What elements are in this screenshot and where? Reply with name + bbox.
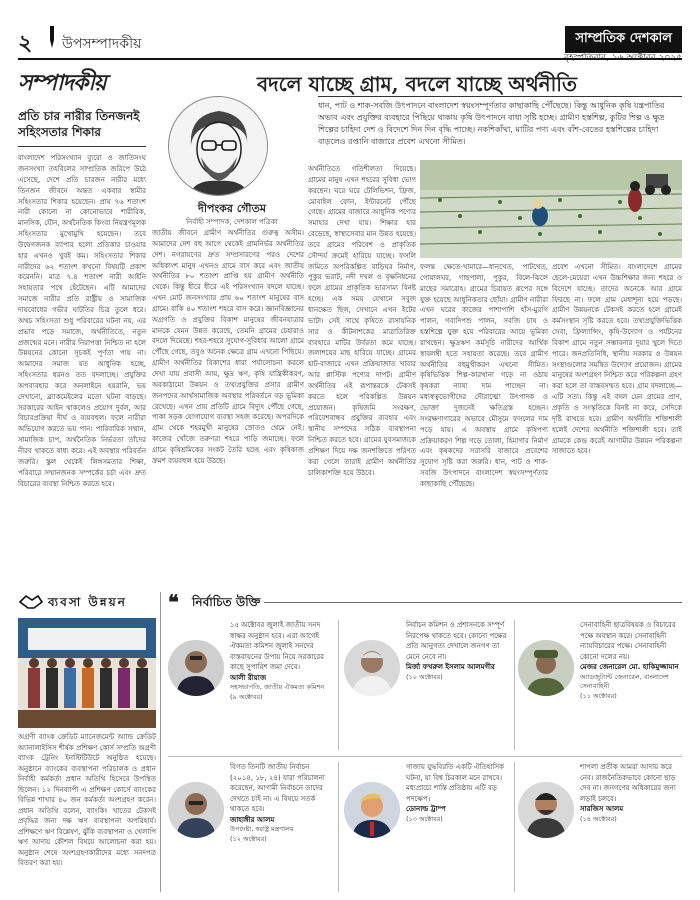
handshake-icon [18, 592, 44, 610]
quote-item [168, 620, 334, 750]
quote-divider [514, 620, 515, 750]
business-event-photo [18, 618, 156, 728]
editorial-logo: সম্পাদকীয় [18, 70, 106, 96]
quote-text: গাজায় যুদ্ধবিরতি একটি ঐতিহাসিক ঘটনা, যা বিশ্ব চিরকাল মনে রাখবে। মধ্যপ্রাচ্যে শান্তি প্রতিষ্ঠায় এটি বড় পদক্ষেপ। [406, 763, 505, 803]
quote-date: (১৩ অক্টোবর) [406, 814, 443, 823]
section-divider [160, 592, 161, 892]
quote-speaker: আলী রীয়াজ [230, 673, 267, 682]
quote-text: বিগত তিনটি জাতীয় নির্বাচন (২০১৪, ১৮, ২৪) যারা পরিচালনা করেছেন, আগামী নির্বাচনে তাদের দেখতে চাই না। এ বিষয়ে সতর্ক থাকতে হবে। [230, 763, 325, 813]
pen-icon [48, 26, 56, 48]
quote-speaker: মেজর জেনারেল মো. হাকিমুজ্জামান [580, 663, 679, 671]
speaker-avatar [344, 782, 400, 838]
quote-divider [338, 762, 339, 892]
speaker-avatar [168, 640, 224, 696]
author-portrait [168, 96, 268, 196]
editorial-rule [18, 146, 146, 147]
masthead [18, 20, 682, 72]
rice-field-photo [420, 160, 682, 258]
masthead-rule [18, 58, 682, 60]
quote-divider [338, 620, 339, 750]
quote-speaker: সারজিস আলম [580, 805, 624, 813]
quote-item [518, 762, 684, 892]
quote-speaker-title: উপদেষ্টা, স্বরাষ্ট্র মন্ত্রণালয় [230, 825, 294, 833]
editorial-headline: প্রতি চার নারীর তিনজনই সহিংসতার শিকার [18, 109, 140, 139]
quote-date: (১০ অক্টোবর) [406, 672, 443, 681]
quote-mark-icon: ❝ [168, 590, 179, 614]
quote-text: শাপলা প্রতীক আমরা আদায় করে নেব। রাজনৈতিকভাবে কোনো ছাড় দেব না। জনগণের অধিকারের জন্য লড়াই চলবে। [580, 763, 676, 803]
quote-text: নির্বাচন কমিশন ও প্রশাসনকে সম্পূর্ণ নিরপেক্ষ থাকতে হবে। কোনো পক্ষের প্রতি আনুগত্য দেখালে জনগণ তা মেনে নেবে না। [406, 621, 507, 661]
business-body: অগ্রণী ব্যাংক ক্রেডিট ম্যানেজমেন্ট অ্যান্ড ক্রেডিট অ্যানালাইসিস শীর্ষক প্রশিক্ষণ কোর্স সম্প্রতি অগ্রণী ব্যাংক ট্রেনিং ইনস্টিটিউটে অনুষ্ঠিত হয়েছে। অনুষ্ঠানে ব্যাংকের ব্যবস্থাপনা পরিচালক ও প্রধান নির্বাহী কর্মকর্তা প্রধান অতিথি হিসেবে উপস্থিত ছিলেন। ১২ দিনব্যাপী এ প্রশিক্ষণ কোর্সে ব্যাংকের বিভিন্ন শাখার ৪০ জন কর্মকর্তা অংশগ্রহণ করেন। প্রধান অতিথি বলেন, ব্যাংকিং খাতের টেকসই প্রবৃদ্ধির জন্য দক্ষ ঋণ ব্যবস্থাপনা অপরিহার্য। প্রশিক্ষণে ঋণ বিশ্লেষণ, ঝুঁকি ব্যবস্থাপনা ও খেলাপি ঋণ আদায় কৌশল বিষয়ে আলোচনা করা হয়। অনুষ্ঠান শেষে অংশগ্রহণকারীদের মধ্যে সনদপত্র বিতরণ করা হয়। [18, 733, 156, 867]
quote-item [344, 762, 510, 892]
author-name: দীপংকর গৌতম [198, 202, 266, 215]
article-deck: ধান, পাট ও শাক-সবজি উৎপাদনে বাংলাদেশ স্বয়ংসম্পূর্ণতার কাছাকাছি পৌঁছেছে। কিন্তু আধুনিক কৃষি যন্ত্রপাতির অভাব এবং প্রযুক্তির ব্যবহারে পিছিয়ে থাকায় কৃষি উৎপাদনে বাধা সৃষ্টি হচ্ছে। গ্রামীণ হস্তশিল্প, কুটির শিল্প ও ক্ষুদ্র শিল্পের চাহিদা দেশ ও বিদেশে দিন দিন বৃদ্ধি পাচ্ছে। নকশিকাঁথা, মাটির পণ্য এবং বাঁশ-বেতের হস্তশিল্পের চাহিদা বাড়লেও রপ্তানি বাজারে প্রবেশ এখনো সীমিত। [318, 101, 665, 146]
quote-speaker: মির্জা ফখরুল ইসলাম আলমগীর [406, 663, 495, 671]
editorial-body: বাংলাদেশ পরিসংখ্যান ব্যুরো ও জাতিসংঘ জনসংখ্যা তহবিলের সাম্প্রতিক জরিপে উঠে এসেছে, দেশে প্রতি চারজন নারীর মধ্যে তিনজন জীবনে অন্তত একবার স্বামীর সহিংসতার শিকার হয়েছেন। প্রায় ৭৬ শতাংশ নারী কোনো না কোনোভাবে শারীরিক, মানসিক, যৌন, অর্থনৈতিক কিংবা নিয়ন্ত্রণমূলক সহিংসতার মুখোমুখি হয়েছেন। তবে উদ্বেগজনক ব্যাপার হলো প্রতিকার চাওয়ার হার এখনও খুবই কম। সহিংসতার শিকার নারীদের ৬২ শতাংশ কখনো বিষয়টি প্রকাশ করেননি। মাত্র ৭.৪ শতাংশ নারী আইনি সহায়তার পথে হেঁটেছেন। এটি আমাদের সমাজে নারীর প্রতি রাষ্ট্রীয় ও সামাজিক দায়বোধের গভীর ঘাটতির চিত্র তুলে ধরে। অথচ সহিংসতা শুধু পরিবারের ঘটনা নয়, এর প্রভাব পড়ে সমাজে, অর্থনীতিতে, নতুন প্রজন্মের মনে। নারীর নিরাপত্তা নিশ্চিত না হলে উন্নয়নের কোনো সূচকই পূর্ণতা পায় না। আমাদের সমাজ যত আধুনিক হচ্ছে, সহিংসতার ধরনও তত বদলাচ্ছে। প্রযুক্তির অপব্যবহার করে অনলাইনে হয়রানি, ভয় দেখানো, ব্ল্যাকমেইলের মতো ঘটনা বাড়ছে। সরকারের আইন থাকলেও প্রয়োগ দুর্বল, আর বিচারপ্রক্রিয়া দীর্ঘ ও ব্যয়বহুল। ফলে নারীরা অভিযোগ করতে ভয় পান। পারিবারিক সম্মান, সামাজিক চাপ, অর্থনৈতিক নির্ভরতা তাঁদের নীরব থাকতে বাধ্য করে। এই অবস্থার পরিবর্তন জরুরি। স্কুল থেকেই লিঙ্গসমতার শিক্ষা, পরিবারে সম্মানজনক সম্পর্কের চর্চা এবং দ্রুত বিচারের ব্যবস্থা নিশ্চিত করতে হবে। [18, 154, 146, 488]
quote-text: সেনাবাহিনী ছাত্রবিষয়ক ও বিচারের পক্ষে অবস্থান করে। সেনাবাহিনী ন্যায়বিচারের পক্ষে। সেনাবাহিনী কোনো দলের নয়। [580, 621, 676, 661]
speaker-avatar [518, 640, 574, 696]
article-headline: বদলে যাচ্ছে গ্রাম, বদলে যাচ্ছে অর্থনীতি [256, 72, 578, 96]
business-section-title [18, 592, 158, 612]
article-column-4: প্রবেশ এখনো সীমিত। বাংলাদেশে গ্রামের ছেলে-মেয়েরা এখন উচ্চশিক্ষার জন্য শহরে ও বিদেশে যাচ্ছে। তাদের অনেকে আর গ্রামে ফিরছে না। ফলে গ্রাম মেধাশূন্য হয়ে পড়ছে। গ্রামীণ উন্নয়নকে টেকসই করতে হলে গ্রামেই কর্মসংস্থান সৃষ্টি করতে হবে। তথ্যপ্রযুক্তিভিত্তিক সেবা, ফ্রিল্যান্সিং, কৃষি-উদ্যোগ ও পর্যটনের বিকাশ গ্রামে নতুন সম্ভাবনার দুয়ার খুলে দিতে পারে। জনপ্রতিনিধি, স্থানীয় সরকার ও উন্নয়ন সংস্থাগুলোর সমন্বিত উদ্যোগ প্রয়োজন। গ্রামের মানুষের অংশগ্রহণ নিশ্চিত করে পরিকল্পনা গ্রহণ করা হলে তা বাস্তবসম্মত হবে। গ্রাম বদলাচ্ছে—এটি সত্য। কিন্তু এই বদল যেন গ্রামের প্রাণ, প্রকৃতি ও সংস্কৃতিকে বিনষ্ট না করে, সেদিকে দৃষ্টি রাখতে হবে। গ্রামীণ অর্থনীতি শক্তিশালী হলেই দেশের অর্থনীতি শক্তিশালী হবে। তাই গ্রামকে কেন্দ্র করেই আগামীর উন্নয়ন পরিকল্পনা সাজাতে হবে। [552, 263, 682, 456]
headline-rule [318, 96, 682, 97]
quotes-title-text: নির্বাচিত উক্তি [192, 595, 261, 609]
quotes-title-rule [264, 602, 682, 603]
author-role: নির্বাহী সম্পাদক, দেশকাল পত্রিকা [186, 218, 278, 226]
quote-speaker: জাহাঙ্গীর আলম [230, 815, 275, 824]
article-column-2: অর্থনীতিতে গতিশীলতা দিয়েছে। গ্রামের মানুষ এখন শহরের সুবিধা ভোগ করছেন। ঘরে ঘরে টেলিভিশন, ফ্রিজ, মোবাইল ফোন, ইন্টারনেট পৌঁছে গেছে। গ্রামের বাজারে আধুনিক পণ্যের সমাহার দেখা যায়। শিক্ষার হার বেড়েছে, স্বাস্থ্যসেবার মান উন্নত হয়েছে। তবে গ্রামের পরিবেশ ও প্রাকৃতিক সৌন্দর্য ক্রমেই হারিয়ে যাচ্ছে। ফসলি জমিতে অপরিকল্পিত বাড়িঘর নির্মাণ, পুকুর ভরাট, নদী দখল ও বৃক্ষনিধনের ফলে গ্রামের প্রাকৃতিক ভারসাম্য বিনষ্ট হচ্ছে। এক সময় যেখানে সবুজ ধানক্ষেত ছিল, সেখানে এখন ইটের ভাটা। সেই সাথে কৃষিতে রাসায়নিক সার ও কীটনাশকের মাত্রাতিরিক্ত ব্যবহারে মাটির উর্বরতা কমে যাচ্ছে। জলাশয়ের মাছ হারিয়ে যাচ্ছে। গ্রামের হাট-বাজারে এখন প্রক্রিয়াজাত খাবার আর প্লাস্টিক পণ্যের দাপট। গ্রামীণ অর্থনীতির এই রূপান্তরকে টেকসই করতে হলে পরিকল্পিত উন্নয়ন প্রয়োজন। কৃষিজমি সংরক্ষণ, পরিবেশবান্ধব প্রযুক্তির ব্যবহার এবং স্থানীয় সম্পদের সঠিক ব্যবস্থাপনা নিশ্চিত করতে হবে। গ্রামের যুবসমাজকে প্রশিক্ষণ দিয়ে দক্ষ জনশক্তিতে পরিণত করা গেলে তারাই গ্রামীণ অর্থনীতির চালিকাশক্তি হয়ে উঠবে। [308, 165, 416, 477]
quote-divider [514, 762, 515, 892]
quote-item [168, 762, 334, 892]
quote-item [344, 620, 510, 750]
speaker-avatar [344, 640, 400, 696]
quote-text: ১৫ অক্টোবর জুলাই জাতীয় সনদ স্বাক্ষর অনুষ্ঠান হবে। এরা আগেই ঐকমত্য কমিশন জুলাই সনদের বাস্তবায়নের উপায় নিয়ে সরকারের কাছে সুপারিশ জমা দেবে। [230, 621, 324, 671]
quote-date: (৯ অক্টোবর) [230, 692, 263, 701]
quotes-section-title [168, 592, 682, 612]
section-label: উপসম্পাদকীয় [62, 36, 142, 52]
page-number: ২ [18, 30, 33, 56]
quote-speaker-title: সহসভাপতি, জাতীয় ঐকমত্য কমিশন [230, 683, 325, 691]
article-column-1: জাতীয় জীবনে গ্রামীণ অর্থনীতির গুরুত্ব অসীম। আমাদের দেশ বহু আগে থেকেই গ্রামনির্ভর অর্থনীতির দেশ। নগরায়ণের দ্রুত সম্প্রসারণের পরও দেশের অধিকাংশ মানুষ এখনও গ্রামে বাস করে এবং জাতীয় অর্থনীতির ৮০ শতাংশ প্রাপ্তি হয় গ্রামীণ অর্থনীতি থেকে। কিন্তু ধীরে ধীরে এই পরিসংখ্যান বদলে যাচ্ছে। এখন মোট জনসংখ্যার প্রায় ৬০ শতাংশ মানুষের বাস গ্রামে। বাকি ৪০ শতাংশ শহরে বাস করে। জ্ঞানবিজ্ঞানের অগ্রগতি ও প্রযুক্তির বিকাশ মানুষের জীবনযাত্রার মানকে যেমন উন্নত করেছে, তেমনি গ্রামের চেহারাও বদলে দিয়েছে। শহর-শহরে সুযোগ-সুবিধার আলো গ্রামে পৌঁছে গেছে, তবুও অনেক ক্ষেত্রে গ্রাম এখনো পিছিয়ে। গ্রামীণ অর্থনীতির বিকাশের ধারা পর্যালোচনা করলে দেখা যায় প্রবাসী আয়, ক্ষুদ্র ঋণ, কৃষি যান্ত্রিকীকরণ, অবকাঠামো উন্নয়ন ও তথ্যপ্রযুক্তির প্রসার গ্রামীণ জনপদের আর্থসামাজিক অবস্থার পরিবর্তনে বড় ভূমিকা রেখেছে। এখন প্রায় প্রতিটি গ্রামে বিদ্যুৎ পৌঁছে গেছে, পাকা সড়ক যোগাযোগ ব্যবস্থা সহজ করেছে। অপরদিকে গ্রাম থেকে শহরমুখী মানুষের স্রোতও থেমে নেই। কাজের খোঁজে তরুণরা শহরে পাড়ি জমাচ্ছে। ফলে গ্রামে কৃষিশ্রমিকের সংকট তৈরি হচ্ছে এবং কৃষিকাজ ক্রমশ ব্যয়বহুল হয়ে উঠছে। [152, 229, 304, 465]
editorial-column [18, 66, 146, 586]
quote-speaker: ডোনাল্ড ট্রাম্প [406, 805, 446, 813]
business-title-text: ব্যবসা উন্নয়ন [48, 595, 127, 609]
quotes-row-divider [168, 756, 682, 757]
quote-speaker-title: অ্যাডজুট্যান্ট জেনারেল, বাংলাদেশ সেনাবাহিনী [580, 672, 669, 691]
quote-date: (১১ অক্টোবর) [580, 692, 617, 700]
quote-date: (১২ অক্টোবর) [230, 834, 267, 843]
article-column-3: ফলন্ত ক্ষেতে-খামারে—ধানখেত, পাটখেত, গোয়ালঘর, গাছপালা, পুকুর, বিলে-ঝিলে মাছের সমারোহ। গ্রামের চিরায়ত রূপের সঙ্গে যুক্ত হয়েছে আধুনিকতার ছোঁয়া। গ্রামীণ নারীরা এখন ঘরের কাজের পাশাপাশি হাঁস-মুরগি পালন, গবাদিপশু পালন, সবজি চাষ ও হস্তশিল্পে যুক্ত হয়ে পরিবারের আয়ে ভূমিকা রাখছেন। ক্ষুদ্রঋণ কর্মসূচি নারীদের আর্থিক স্বাবলম্বী হতে সহায়তা করেছে। তবে গ্রামীণ অর্থনীতির বহুমুখীকরণ এখনো সীমিত। কৃষিভিত্তিক শিল্প-কারখানা গড়ে না ওঠায় কৃষকরা ন্যায্য দাম পাচ্ছেন না। মধ্যস্বত্বভোগীদের দৌরাত্ম্যে উৎপাদক ও ভোক্তা দুজনেই ক্ষতিগ্রস্ত হচ্ছেন। সংরক্ষণাগারের অভাবে মৌসুমে ফসলের দাম পড়ে যায়। এ অবস্থায় গ্রামে কৃষিপণ্য প্রক্রিয়াকরণ শিল্প গড়ে তোলা, হিমাগার নির্মাণ এবং কৃষকদের সরাসরি বাজারে প্রবেশের সুযোগ সৃষ্টি করা জরুরি। ধান, পাট ও শাক-সবজি উৎপাদনে বাংলাদেশ স্বয়ংসম্পূর্ণতার কাছাকাছি পৌঁছেছে। [420, 263, 548, 488]
quote-date: (১৪ অক্টোবর) [580, 814, 617, 823]
speaker-avatar [168, 782, 224, 838]
paper-name: সাম্প্রতিক দেশকাল [565, 26, 682, 53]
author-block [152, 96, 312, 236]
speaker-avatar [518, 782, 574, 838]
quote-item [518, 620, 684, 750]
